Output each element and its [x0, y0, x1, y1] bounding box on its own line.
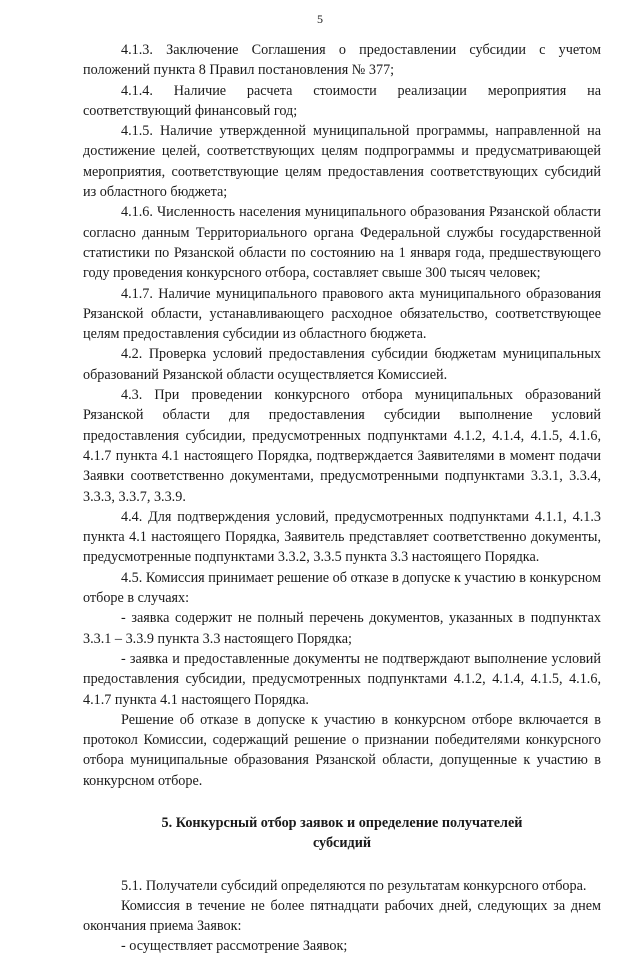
- refusal-reason-2: - заявка и предоставленные документы не подтверждают выполнение условий предоставления субсидии, предусмотренных подпунктами 4.1.2, 4.1.4, 4.1.5, 4.1.6, 4.1.7 пункта 4.1 настоящего Порядка.: [83, 650, 601, 708]
- clause-4-1-6: 4.1.6. Численность населения муниципального образования Рязанской области согласно данным Территориального органа Федеральной службы государственной статистики по Рязанской области по состоянию на 1 января года, предшествующего году проведения конкурсного отбора, составляет свыше 300 тысяч человек;: [83, 204, 601, 282]
- clause-4-5: 4.5. Комиссия принимает решение об отказе в допуске к участию в конкурсном отборе в случаях:: [83, 569, 601, 607]
- commission-action-1: - осуществляет рассмотрение Заявок;: [121, 938, 348, 955]
- section-heading-line-2: субсидий: [312, 835, 372, 852]
- clause-4-1-3: 4.1.3. Заключение Соглашения о предоставлении субсидии с учетом положений пункта 8 Правил постановления № 377;: [83, 42, 601, 79]
- clause-4-1-5: 4.1.5. Наличие утвержденной муниципальной программы, направленной на достижение целей, соответствующих целям подпрограммы и предусматривающей мероприятия, соответствующие целям предоставления соответствующих субсидий из областного бюджета;: [83, 123, 601, 201]
- section-heading-line-1: 5. Конкурсный отбор заявок и определение получателей: [161, 814, 523, 831]
- commission-paragraph: Комиссия в течение не более пятнадцати рабочих дней, следующих за днем окончания приема Заявок:: [83, 897, 601, 935]
- document-body: [83, 40, 601, 957]
- clause-4-4: 4.4. Для подтверждения условий, предусмотренных подпунктами 4.1.1, 4.1.3 пункта 4.1 настоящего Порядка, Заявитель представляет соответственно документы, предусмотренные подпунктами 3.3.2, 3.3.5 пункта 3.3 настоящего Порядка.: [83, 508, 601, 566]
- clause-4-1-4: 4.1.4. Наличие расчета стоимости реализации мероприятия на соответствующий финансовый год;: [83, 82, 601, 119]
- section-5-heading: [83, 813, 601, 854]
- refusal-reason-1: - заявка содержит не полный перечень документов, указанных в подпунктах 3.3.1 – 3.3.9 пункта 3.3 настоящего Порядка;: [83, 610, 601, 647]
- refusal-decision-paragraph: Решение об отказе в допуске к участию в конкурсном отборе включается в протокол Комиссии, содержащий решение о признании победителями конкурсного отбора муниципальные образования Рязанской области, допущенные к участию в конкурсном отборе.: [83, 711, 601, 789]
- clause-5-1: 5.1. Получатели субсидий определяются по результатам конкурсного отбора.: [121, 877, 587, 894]
- clause-4-2: 4.2. Проверка условий предоставления субсидии бюджетам муниципальных образований Рязанской области осуществляется Комиссией.: [83, 346, 601, 383]
- page-number: 5: [317, 12, 323, 26]
- clause-4-3: 4.3. При проведении конкурсного отбора муниципальных образований Рязанской области для предоставления субсидии выполнение условий предоставления субсидии, предусмотренных подпунктами 4.1.2, 4.1.4, 4.1.5, 4.1.6, 4.1.7 пункта 4.1 настоящего Порядка, подтверждается Заявителями в момент подачи Заявки соответственно документами, предусмотренными подпунктами 3.3.1, 3.3.4, 3.3.3, 3.3.7, 3.3.9.: [83, 387, 601, 505]
- clause-4-1-7: 4.1.7. Наличие муниципального правового акта муниципального образования Рязанской области, устанавливающего расходное обязательство, соответствующее целям предоставления субсидии из областного бюджета.: [83, 285, 601, 343]
